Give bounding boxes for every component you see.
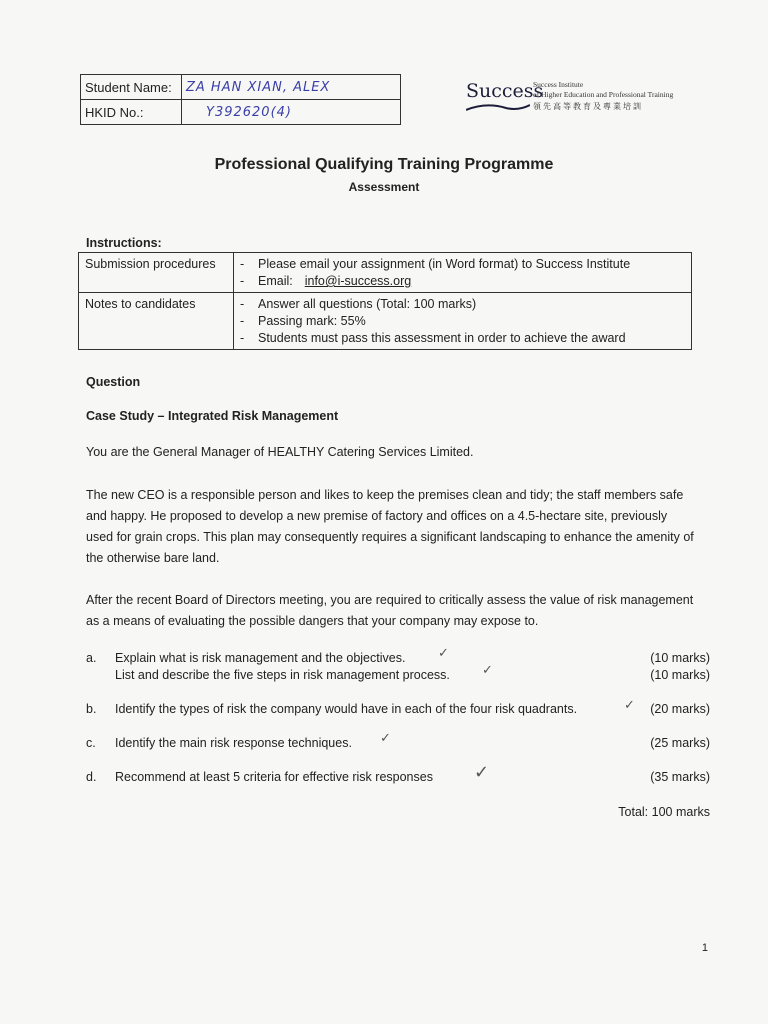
question-b-marks: (20 marks) [650,702,710,716]
question-letter-c: c. [86,736,96,750]
instruction-row-notes [79,293,692,350]
check-mark-icon: ✓ [624,698,635,713]
check-mark-icon: ✓ [482,663,493,678]
success-institute-logo [466,78,696,118]
paragraph-intro: You are the General Manager of HEALTHY Catering Services Limited. [86,445,474,459]
instruction-content [234,293,692,350]
total-marks: Total: 100 marks [618,805,710,819]
question-letter-b: b. [86,702,97,716]
instruction-content [234,253,692,293]
question-d-marks: (35 marks) [650,770,710,784]
instruction-label: Notes to candidates [79,293,234,350]
question-d-text: Recommend at least 5 criteria for effective risk responses [115,770,433,784]
question-c-marks: (25 marks) [650,736,710,750]
logo-swoosh-icon [466,102,530,112]
hkid-field[interactable] [182,100,401,125]
question-a-marks: (10 marks) [650,651,710,665]
question-a2-marks: (10 marks) [650,668,710,682]
question-a-text: Explain what is risk management and the objectives. [115,651,406,665]
logo-line-1: Success Institute [533,80,584,89]
student-name-value: ZA HAN XIAN, ALEX [186,80,331,95]
check-mark-icon: ✓ [438,646,449,661]
logo-line-2: of Higher Education and Professional Training [533,90,674,99]
case-study-heading: Case Study – Integrated Risk Management [86,409,339,423]
student-name-label: Student Name: [81,75,182,100]
question-letter-d: d. [86,770,97,784]
question-a2-text: List and describe the five steps in risk management process. [115,668,450,682]
check-mark-icon: ✓ [474,762,490,783]
student-id-table [80,74,401,125]
question-heading: Question [86,375,141,389]
hkid-value: Y392620(4) [206,105,292,120]
hkid-label: HKID No.: [81,100,182,125]
email-link[interactable]: info@i-success.org [304,274,412,288]
question-letter-a: a. [86,651,97,665]
instruction-item: - Passing mark: 55% [240,314,366,328]
instruction-item: - Email: info@i-success.org [240,274,412,288]
document-subtitle: Assessment [348,180,420,194]
instructions-heading: Instructions: [86,236,162,250]
instruction-item: - Answer all questions (Total: 100 marks) [240,297,477,311]
check-mark-icon: ✓ [380,731,391,746]
logo-wordmark: Success [466,80,544,102]
student-name-field[interactable] [182,75,401,100]
question-c-text: Identify the main risk response techniques. [115,736,352,750]
document-title: Professional Qualifying Training Programme [214,156,554,173]
page-number: 1 [701,942,708,954]
instructions-table [78,252,692,350]
paragraph-ceo: The new CEO is a responsible person and likes to keep the premises clean and tidy; the staff members safe and happy. He proposed to develop a new premise of factory and offices on a 4.5-hectare site, previously used for grain crops. This plan may consequently requires a significant landscaping to enhance the amenity of the otherwise bare land. [86,488,694,565]
instruction-label: Submission procedures [79,253,234,293]
paragraph-board: After the recent Board of Directors meeting, you are required to critically assess the value of risk management as a means of evaluating the possible dangers that your company may expose to. [86,593,694,628]
question-b-text: Identify the types of risk the company would have in each of the four risk quadrants. [115,702,578,716]
instruction-item: - Students must pass this assessment in order to achieve the award [240,331,626,345]
instruction-row-submission [79,253,692,293]
instruction-item: - Please email your assignment (in Word format) to Success Institute [240,257,631,271]
logo-line-3: 領先高等教育及專業培訓 [533,102,643,111]
